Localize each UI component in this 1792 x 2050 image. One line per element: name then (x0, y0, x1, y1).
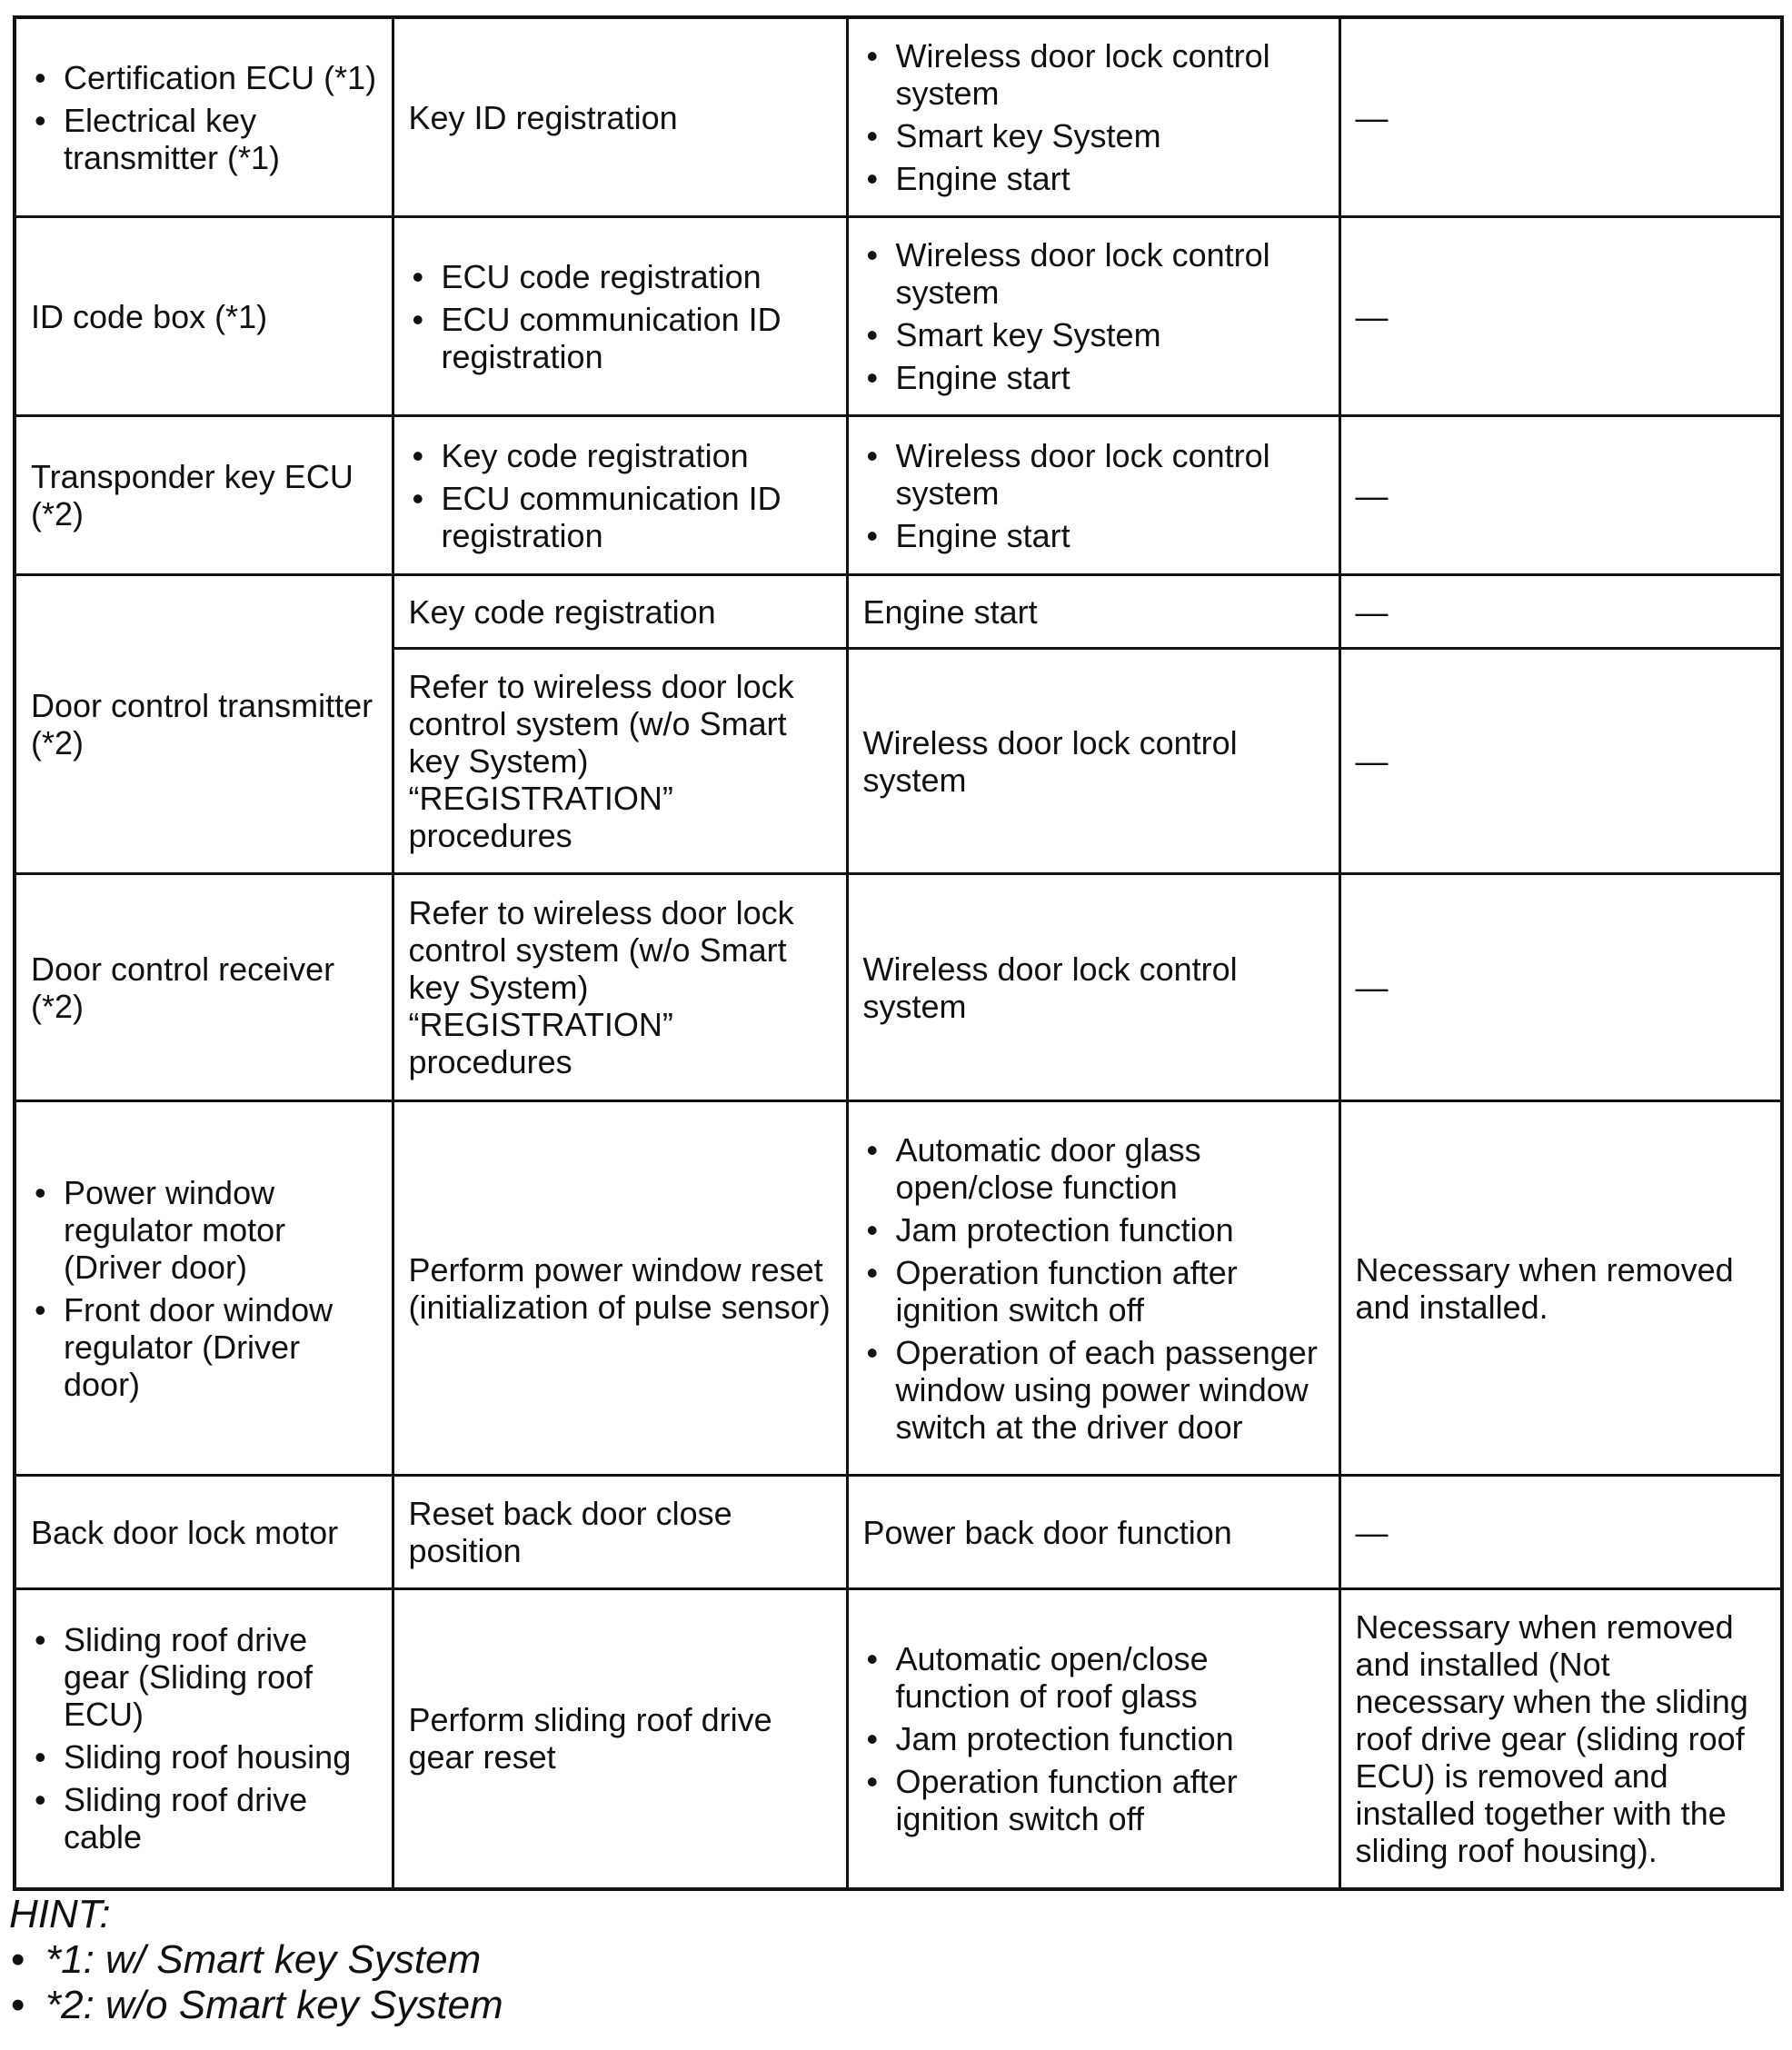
hint-item: • *2: w/o Smart key System (9, 1983, 503, 2028)
list-item: • Front door window regulator (Driver door) (31, 1291, 379, 1403)
procedure-cell (393, 217, 847, 416)
hint-section (9, 1892, 503, 2028)
function-cell (847, 17, 1339, 217)
function-cell (847, 217, 1339, 416)
list-item: • Jam protection function (863, 1211, 1326, 1249)
list-item: • Electrical key transmitter (*1) (31, 102, 379, 176)
table-row (15, 874, 1782, 1101)
remarks-cell: — (1339, 575, 1782, 649)
list-item: • Jam protection function (863, 1720, 1326, 1757)
list-item: • Power window regulator motor (Driver door) (31, 1174, 379, 1286)
list-item: • Operation of each passenger window using power window switch at the driver door (863, 1334, 1326, 1446)
list-item: • Engine start (863, 160, 1326, 197)
list-item: • Automatic door glass open/close function (863, 1131, 1326, 1206)
function-cell (847, 1589, 1339, 1889)
table-row (15, 1589, 1782, 1889)
procedure-cell: Key code registration (393, 575, 847, 649)
function-cell: Wireless door lock control system (847, 649, 1339, 874)
procedure-cell: Perform sliding roof drive gear reset (393, 1589, 847, 1889)
procedure-cell: Refer to wireless door lock control system (w/o Smart key System) “REGISTRATION” procedures (393, 649, 847, 874)
component-cell: Door control receiver (*2) (15, 874, 393, 1101)
component-cell: ID code box (*1) (15, 217, 393, 416)
list-item: • ECU code registration (409, 258, 833, 295)
function-cell: Engine start (847, 575, 1339, 649)
table-row (15, 416, 1782, 575)
remarks-cell: — (1339, 416, 1782, 575)
function-cell (847, 1101, 1339, 1476)
list-item: • Sliding roof drive gear (Sliding roof ECU) (31, 1621, 379, 1733)
component-cell: Transponder key ECU (*2) (15, 416, 393, 575)
remarks-cell: — (1339, 649, 1782, 874)
procedure-cell: Reset back door close position (393, 1476, 847, 1589)
function-cell (847, 416, 1339, 575)
list-item: • Wireless door lock control system (863, 236, 1326, 311)
hint-title: HINT: (9, 1892, 111, 1936)
procedure-cell: Key ID registration (393, 17, 847, 217)
initialization-table (13, 15, 1784, 1891)
list-item: • Certification ECU (*1) (31, 59, 379, 96)
remarks-cell: — (1339, 17, 1782, 217)
remarks-cell: — (1339, 217, 1782, 416)
component-cell (15, 17, 393, 217)
list-item: • Engine start (863, 359, 1326, 396)
table-row (15, 575, 1782, 649)
table-row (15, 1476, 1782, 1589)
list-item: • Engine start (863, 517, 1326, 554)
component-cell: Door control transmitter (*2) (15, 575, 393, 874)
list-item: • Wireless door lock control system (863, 437, 1326, 512)
table-row (15, 17, 1782, 217)
list-item: • Key code registration (409, 437, 833, 474)
function-cell: Wireless door lock control system (847, 874, 1339, 1101)
list-item: • Operation function after ignition switch off (863, 1763, 1326, 1837)
table-row (15, 217, 1782, 416)
remarks-cell: — (1339, 874, 1782, 1101)
function-cell: Power back door function (847, 1476, 1339, 1589)
remarks-cell: — (1339, 1476, 1782, 1589)
list-item: • Smart key System (863, 117, 1326, 154)
remarks-cell: Necessary when removed and installed. (1339, 1101, 1782, 1476)
component-cell (15, 1101, 393, 1476)
remarks-cell: Necessary when removed and installed (Not necessary when the sliding roof drive gear (sliding roof ECU) is removed and installed together with the sliding roof housing). (1339, 1589, 1782, 1889)
list-item: • ECU communication ID registration (409, 480, 833, 554)
list-item: • Wireless door lock control system (863, 37, 1326, 112)
list-item: • Sliding roof housing (31, 1738, 379, 1776)
procedure-cell: Refer to wireless door lock control system (w/o Smart key System) “REGISTRATION” procedures (393, 874, 847, 1101)
procedure-cell (393, 416, 847, 575)
component-cell: Back door lock motor (15, 1476, 393, 1589)
list-item: • Smart key System (863, 316, 1326, 353)
list-item: • Operation function after ignition switch off (863, 1254, 1326, 1329)
hint-item: • *1: w/ Smart key System (9, 1937, 503, 1983)
list-item: • ECU communication ID registration (409, 301, 833, 375)
table-row (15, 1101, 1782, 1476)
procedure-cell: Perform power window reset (initialization of pulse sensor) (393, 1101, 847, 1476)
list-item: • Sliding roof drive cable (31, 1781, 379, 1856)
list-item: • Automatic open/close function of roof glass (863, 1640, 1326, 1715)
component-cell (15, 1589, 393, 1889)
